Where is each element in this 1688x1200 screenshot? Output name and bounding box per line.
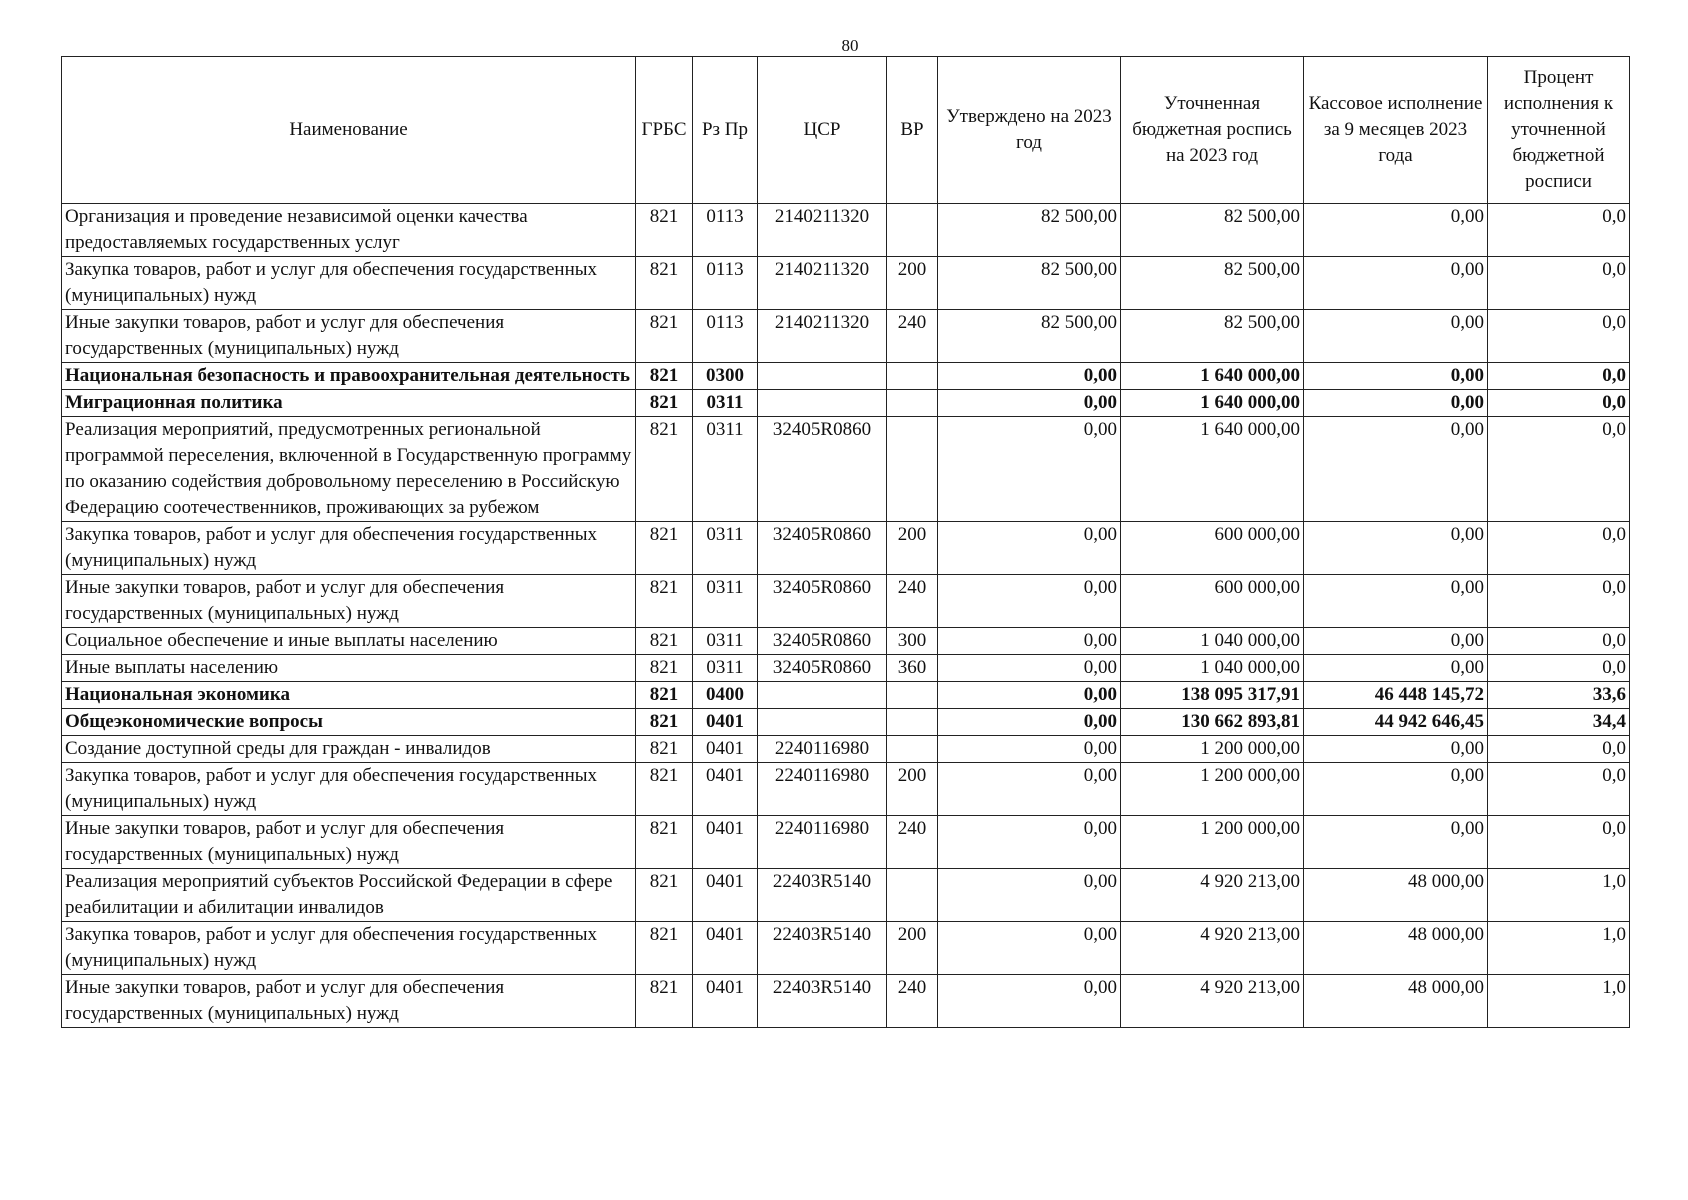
cell-percent: 0,0 xyxy=(1488,628,1630,655)
cell-rzpr: 0311 xyxy=(693,575,758,628)
cell-vr: 240 xyxy=(887,975,938,1028)
cell-revised: 4 920 213,00 xyxy=(1121,975,1304,1028)
cell-csr xyxy=(758,363,887,390)
table-row xyxy=(62,709,1630,736)
header-csr: ЦСР xyxy=(758,57,887,204)
cell-rzpr: 0311 xyxy=(693,522,758,575)
cell-grbs: 821 xyxy=(636,975,693,1028)
cell-grbs: 821 xyxy=(636,655,693,682)
table-row xyxy=(62,575,1630,628)
cell-csr: 2240116980 xyxy=(758,763,887,816)
header-rzpr: Рз Пр xyxy=(693,57,758,204)
cell-percent: 0,0 xyxy=(1488,204,1630,257)
cell-approved: 0,00 xyxy=(938,709,1121,736)
cell-cash: 0,00 xyxy=(1304,390,1488,417)
cell-cash: 0,00 xyxy=(1304,363,1488,390)
cell-approved: 0,00 xyxy=(938,575,1121,628)
cell-approved: 0,00 xyxy=(938,922,1121,975)
cell-csr: 32405R0860 xyxy=(758,417,887,522)
cell-csr: 22403R5140 xyxy=(758,922,887,975)
table-row xyxy=(62,522,1630,575)
table-row xyxy=(62,736,1630,763)
cell-vr xyxy=(887,390,938,417)
cell-cash: 0,00 xyxy=(1304,736,1488,763)
cell-name: Реализация мероприятий, предусмотренных региональной программой переселения, включенной в Государственную программу по оказанию содействия добровольному переселению в Российскую Федерацию соотечественников, проживающих за рубежом xyxy=(62,417,636,522)
table-header xyxy=(62,57,1630,204)
cell-cash: 0,00 xyxy=(1304,628,1488,655)
cell-percent: 0,0 xyxy=(1488,575,1630,628)
cell-vr xyxy=(887,204,938,257)
cell-vr: 200 xyxy=(887,763,938,816)
cell-vr: 200 xyxy=(887,522,938,575)
cell-grbs: 821 xyxy=(636,363,693,390)
cell-grbs: 821 xyxy=(636,816,693,869)
table-row xyxy=(62,816,1630,869)
cell-cash: 0,00 xyxy=(1304,816,1488,869)
cell-revised: 600 000,00 xyxy=(1121,522,1304,575)
cell-approved: 0,00 xyxy=(938,763,1121,816)
cell-csr: 32405R0860 xyxy=(758,522,887,575)
table-row xyxy=(62,390,1630,417)
table-row xyxy=(62,682,1630,709)
cell-rzpr: 0401 xyxy=(693,816,758,869)
cell-csr: 2240116980 xyxy=(758,736,887,763)
cell-rzpr: 0400 xyxy=(693,682,758,709)
cell-csr: 2140211320 xyxy=(758,204,887,257)
cell-approved: 0,00 xyxy=(938,816,1121,869)
table-row xyxy=(62,417,1630,522)
cell-csr xyxy=(758,709,887,736)
cell-approved: 0,00 xyxy=(938,736,1121,763)
cell-cash: 0,00 xyxy=(1304,522,1488,575)
cell-revised: 1 200 000,00 xyxy=(1121,736,1304,763)
cell-rzpr: 0311 xyxy=(693,390,758,417)
cell-grbs: 821 xyxy=(636,390,693,417)
cell-cash: 46 448 145,72 xyxy=(1304,682,1488,709)
cell-vr: 240 xyxy=(887,816,938,869)
table-row xyxy=(62,869,1630,922)
cell-percent: 1,0 xyxy=(1488,869,1630,922)
cell-name: Закупка товаров, работ и услуг для обеспечения государственных (муниципальных) нужд xyxy=(62,522,636,575)
cell-percent: 33,6 xyxy=(1488,682,1630,709)
cell-revised: 4 920 213,00 xyxy=(1121,922,1304,975)
cell-percent: 0,0 xyxy=(1488,736,1630,763)
cell-vr: 200 xyxy=(887,257,938,310)
cell-name: Закупка товаров, работ и услуг для обеспечения государственных (муниципальных) нужд xyxy=(62,763,636,816)
cell-cash: 0,00 xyxy=(1304,257,1488,310)
cell-vr xyxy=(887,417,938,522)
cell-revised: 130 662 893,81 xyxy=(1121,709,1304,736)
cell-csr xyxy=(758,390,887,417)
cell-approved: 82 500,00 xyxy=(938,310,1121,363)
cell-csr: 32405R0860 xyxy=(758,628,887,655)
cell-cash: 0,00 xyxy=(1304,575,1488,628)
cell-approved: 0,00 xyxy=(938,417,1121,522)
table-row xyxy=(62,257,1630,310)
cell-grbs: 821 xyxy=(636,310,693,363)
cell-revised: 1 040 000,00 xyxy=(1121,655,1304,682)
cell-revised: 1 640 000,00 xyxy=(1121,363,1304,390)
cell-csr: 22403R5140 xyxy=(758,869,887,922)
cell-grbs: 821 xyxy=(636,575,693,628)
cell-vr xyxy=(887,736,938,763)
cell-vr xyxy=(887,709,938,736)
cell-percent: 0,0 xyxy=(1488,417,1630,522)
cell-csr: 2140211320 xyxy=(758,310,887,363)
cell-name: Организация и проведение независимой оценки качества предоставляемых государственных услуг xyxy=(62,204,636,257)
cell-approved: 82 500,00 xyxy=(938,257,1121,310)
cell-grbs: 821 xyxy=(636,869,693,922)
cell-rzpr: 0401 xyxy=(693,922,758,975)
cell-cash: 48 000,00 xyxy=(1304,869,1488,922)
cell-csr: 2240116980 xyxy=(758,816,887,869)
cell-vr: 240 xyxy=(887,575,938,628)
cell-csr: 32405R0860 xyxy=(758,655,887,682)
cell-approved: 0,00 xyxy=(938,655,1121,682)
header-approved: Утверждено на 2023 год xyxy=(938,57,1121,204)
cell-approved: 0,00 xyxy=(938,628,1121,655)
cell-rzpr: 0113 xyxy=(693,257,758,310)
cell-grbs: 821 xyxy=(636,682,693,709)
cell-approved: 0,00 xyxy=(938,522,1121,575)
cell-csr: 32405R0860 xyxy=(758,575,887,628)
cell-cash: 0,00 xyxy=(1304,417,1488,522)
cell-grbs: 821 xyxy=(636,417,693,522)
cell-name: Закупка товаров, работ и услуг для обеспечения государственных (муниципальных) нужд xyxy=(62,922,636,975)
cell-percent: 0,0 xyxy=(1488,522,1630,575)
table-row xyxy=(62,763,1630,816)
header-percent: Процент исполнения к уточненной бюджетной росписи xyxy=(1488,57,1630,204)
cell-rzpr: 0311 xyxy=(693,628,758,655)
budget-table xyxy=(61,56,1630,1028)
cell-rzpr: 0311 xyxy=(693,655,758,682)
cell-vr: 300 xyxy=(887,628,938,655)
cell-revised: 82 500,00 xyxy=(1121,310,1304,363)
cell-rzpr: 0401 xyxy=(693,975,758,1028)
cell-percent: 0,0 xyxy=(1488,763,1630,816)
cell-grbs: 821 xyxy=(636,709,693,736)
cell-vr: 240 xyxy=(887,310,938,363)
cell-rzpr: 0113 xyxy=(693,204,758,257)
cell-revised: 1 200 000,00 xyxy=(1121,763,1304,816)
table-row xyxy=(62,628,1630,655)
cell-percent: 34,4 xyxy=(1488,709,1630,736)
header-revised: Уточненная бюджетная роспись на 2023 год xyxy=(1121,57,1304,204)
cell-vr xyxy=(887,682,938,709)
cell-vr: 200 xyxy=(887,922,938,975)
header-vr: ВР xyxy=(887,57,938,204)
cell-cash: 48 000,00 xyxy=(1304,975,1488,1028)
header-grbs: ГРБС xyxy=(636,57,693,204)
cell-name: Социальное обеспечение и иные выплаты населению xyxy=(62,628,636,655)
cell-revised: 600 000,00 xyxy=(1121,575,1304,628)
cell-grbs: 821 xyxy=(636,204,693,257)
header-cash: Кассовое исполнение за 9 месяцев 2023 года xyxy=(1304,57,1488,204)
cell-vr: 360 xyxy=(887,655,938,682)
cell-grbs: 821 xyxy=(636,628,693,655)
cell-approved: 0,00 xyxy=(938,390,1121,417)
cell-name: Иные закупки товаров, работ и услуг для обеспечения государственных (муниципальных) нужд xyxy=(62,310,636,363)
cell-csr xyxy=(758,682,887,709)
cell-percent: 0,0 xyxy=(1488,363,1630,390)
cell-name: Национальная безопасность и правоохранительная деятельность xyxy=(62,363,636,390)
cell-name: Общеэкономические вопросы xyxy=(62,709,636,736)
cell-cash: 48 000,00 xyxy=(1304,922,1488,975)
cell-revised: 82 500,00 xyxy=(1121,204,1304,257)
cell-grbs: 821 xyxy=(636,257,693,310)
cell-cash: 0,00 xyxy=(1304,310,1488,363)
cell-rzpr: 0113 xyxy=(693,310,758,363)
cell-percent: 0,0 xyxy=(1488,257,1630,310)
table-body xyxy=(62,204,1630,1028)
cell-percent: 1,0 xyxy=(1488,922,1630,975)
table-row xyxy=(62,655,1630,682)
cell-cash: 0,00 xyxy=(1304,655,1488,682)
cell-name: Миграционная политика xyxy=(62,390,636,417)
cell-rzpr: 0311 xyxy=(693,417,758,522)
cell-cash: 0,00 xyxy=(1304,763,1488,816)
cell-approved: 0,00 xyxy=(938,975,1121,1028)
cell-percent: 0,0 xyxy=(1488,816,1630,869)
cell-name: Иные закупки товаров, работ и услуг для обеспечения государственных (муниципальных) нужд xyxy=(62,975,636,1028)
cell-rzpr: 0401 xyxy=(693,709,758,736)
cell-grbs: 821 xyxy=(636,763,693,816)
table-row xyxy=(62,922,1630,975)
cell-csr: 2140211320 xyxy=(758,257,887,310)
cell-vr xyxy=(887,869,938,922)
table-row xyxy=(62,310,1630,363)
cell-percent: 0,0 xyxy=(1488,655,1630,682)
cell-name: Иные закупки товаров, работ и услуг для обеспечения государственных (муниципальных) нужд xyxy=(62,575,636,628)
cell-rzpr: 0401 xyxy=(693,736,758,763)
cell-approved: 0,00 xyxy=(938,869,1121,922)
header-name: Наименование xyxy=(62,57,636,204)
cell-percent: 1,0 xyxy=(1488,975,1630,1028)
cell-name: Реализация мероприятий субъектов Российской Федерации в сфере реабилитации и абилитации инвалидов xyxy=(62,869,636,922)
cell-name: Создание доступной среды для граждан - инвалидов xyxy=(62,736,636,763)
cell-name: Закупка товаров, работ и услуг для обеспечения государственных (муниципальных) нужд xyxy=(62,257,636,310)
cell-approved: 0,00 xyxy=(938,363,1121,390)
cell-name: Иные выплаты населению xyxy=(62,655,636,682)
cell-approved: 82 500,00 xyxy=(938,204,1121,257)
cell-percent: 0,0 xyxy=(1488,310,1630,363)
cell-revised: 1 200 000,00 xyxy=(1121,816,1304,869)
cell-name: Национальная экономика xyxy=(62,682,636,709)
cell-csr: 22403R5140 xyxy=(758,975,887,1028)
cell-vr xyxy=(887,363,938,390)
cell-rzpr: 0401 xyxy=(693,763,758,816)
cell-name: Иные закупки товаров, работ и услуг для обеспечения государственных (муниципальных) нужд xyxy=(62,816,636,869)
cell-revised: 82 500,00 xyxy=(1121,257,1304,310)
cell-revised: 1 640 000,00 xyxy=(1121,417,1304,522)
cell-cash: 0,00 xyxy=(1304,204,1488,257)
cell-revised: 1 040 000,00 xyxy=(1121,628,1304,655)
cell-revised: 1 640 000,00 xyxy=(1121,390,1304,417)
cell-cash: 44 942 646,45 xyxy=(1304,709,1488,736)
cell-revised: 138 095 317,91 xyxy=(1121,682,1304,709)
table-row xyxy=(62,204,1630,257)
cell-grbs: 821 xyxy=(636,922,693,975)
page-number: 80 xyxy=(841,36,859,55)
cell-rzpr: 0401 xyxy=(693,869,758,922)
cell-rzpr: 0300 xyxy=(693,363,758,390)
table-row xyxy=(62,975,1630,1028)
cell-grbs: 821 xyxy=(636,522,693,575)
cell-percent: 0,0 xyxy=(1488,390,1630,417)
cell-approved: 0,00 xyxy=(938,682,1121,709)
table-row xyxy=(62,363,1630,390)
cell-revised: 4 920 213,00 xyxy=(1121,869,1304,922)
cell-grbs: 821 xyxy=(636,736,693,763)
